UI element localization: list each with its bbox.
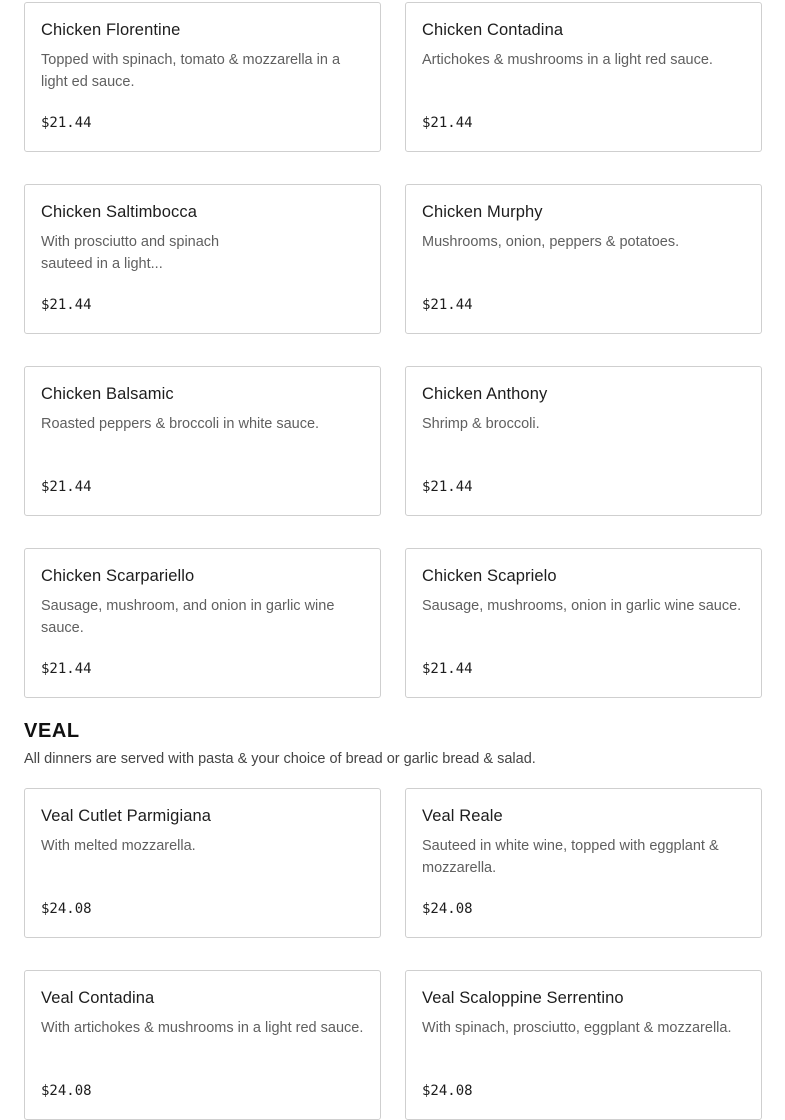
menu-item-name: Chicken Balsamic <box>41 385 174 403</box>
menu-item-description: Mushrooms, onion, peppers & potatoes. <box>422 234 680 250</box>
menu-item-name: Veal Contadina <box>41 989 155 1007</box>
menu-item-card[interactable] <box>24 548 381 698</box>
menu-item-card[interactable] <box>24 2 381 152</box>
menu-item-card[interactable] <box>24 366 381 516</box>
menu-item-price: $24.08 <box>41 901 92 917</box>
menu-item-price: $21.44 <box>422 479 473 495</box>
menu-item-description: Roasted peppers & broccoli in white sauce. <box>41 416 320 432</box>
menu-item-price: $21.44 <box>41 479 92 495</box>
menu-item-card[interactable] <box>405 366 762 516</box>
menu-item-description: With melted mozzarella. <box>41 838 196 854</box>
menu-item-price: $21.44 <box>41 297 92 313</box>
menu-item-name: Chicken Murphy <box>422 203 543 221</box>
section-title: VEAL <box>24 720 80 742</box>
menu-item-description: Artichokes & mushrooms in a light red sauce. <box>422 52 713 68</box>
menu-item-description: Topped with spinach, tomato & mozzarella in a light ed sauce. <box>41 52 341 90</box>
menu-item-name: Veal Scaloppine Serrentino <box>422 989 624 1007</box>
menu-item-card[interactable] <box>405 970 762 1120</box>
menu-item-card[interactable] <box>24 788 381 938</box>
menu-item-card[interactable] <box>405 184 762 334</box>
menu-item-description: Sauteed in white wine, topped with eggplant & mozzarella. <box>422 838 719 876</box>
menu-item-description: With prosciutto and spinach sauteed in a light... <box>41 234 220 272</box>
menu-item-price: $21.44 <box>422 115 473 131</box>
menu-item-description: With artichokes & mushrooms in a light red sauce. <box>41 1020 364 1036</box>
menu-item-card[interactable] <box>405 548 762 698</box>
menu-item-name: Chicken Anthony <box>422 385 548 403</box>
menu-item-description: Sausage, mushrooms, onion in garlic wine sauce. <box>422 598 742 614</box>
menu-item-price: $21.44 <box>422 661 473 677</box>
menu-item-description: Shrimp & broccoli. <box>422 416 540 432</box>
menu-item-price: $24.08 <box>422 1083 473 1099</box>
menu-item-card[interactable] <box>405 2 762 152</box>
menu-item-name: Veal Reale <box>422 807 503 825</box>
menu-item-name: Chicken Contadina <box>422 21 564 39</box>
menu-item-card[interactable] <box>24 970 381 1120</box>
menu-item-card[interactable] <box>24 184 381 334</box>
menu-item-name: Chicken Scarpariello <box>41 567 195 585</box>
menu-item-price: $24.08 <box>422 901 473 917</box>
menu-item-name: Chicken Florentine <box>41 21 181 39</box>
menu-item-name: Chicken Scaprielo <box>422 567 557 585</box>
menu-item-card[interactable] <box>405 788 762 938</box>
menu-item-description: With spinach, prosciutto, eggplant & mozzarella. <box>422 1020 732 1036</box>
menu-item-description: Sausage, mushroom, and onion in garlic wine sauce. <box>41 598 335 636</box>
menu-item-price: $21.44 <box>41 661 92 677</box>
menu-item-name: Veal Cutlet Parmigiana <box>41 807 212 825</box>
menu-item-name: Chicken Saltimbocca <box>41 203 197 221</box>
section-subtitle: All dinners are served with pasta & your choice of bread or garlic bread & salad. <box>24 751 536 767</box>
menu-item-price: $21.44 <box>422 297 473 313</box>
menu-item-price: $24.08 <box>41 1083 92 1099</box>
menu-item-price: $21.44 <box>41 115 92 131</box>
